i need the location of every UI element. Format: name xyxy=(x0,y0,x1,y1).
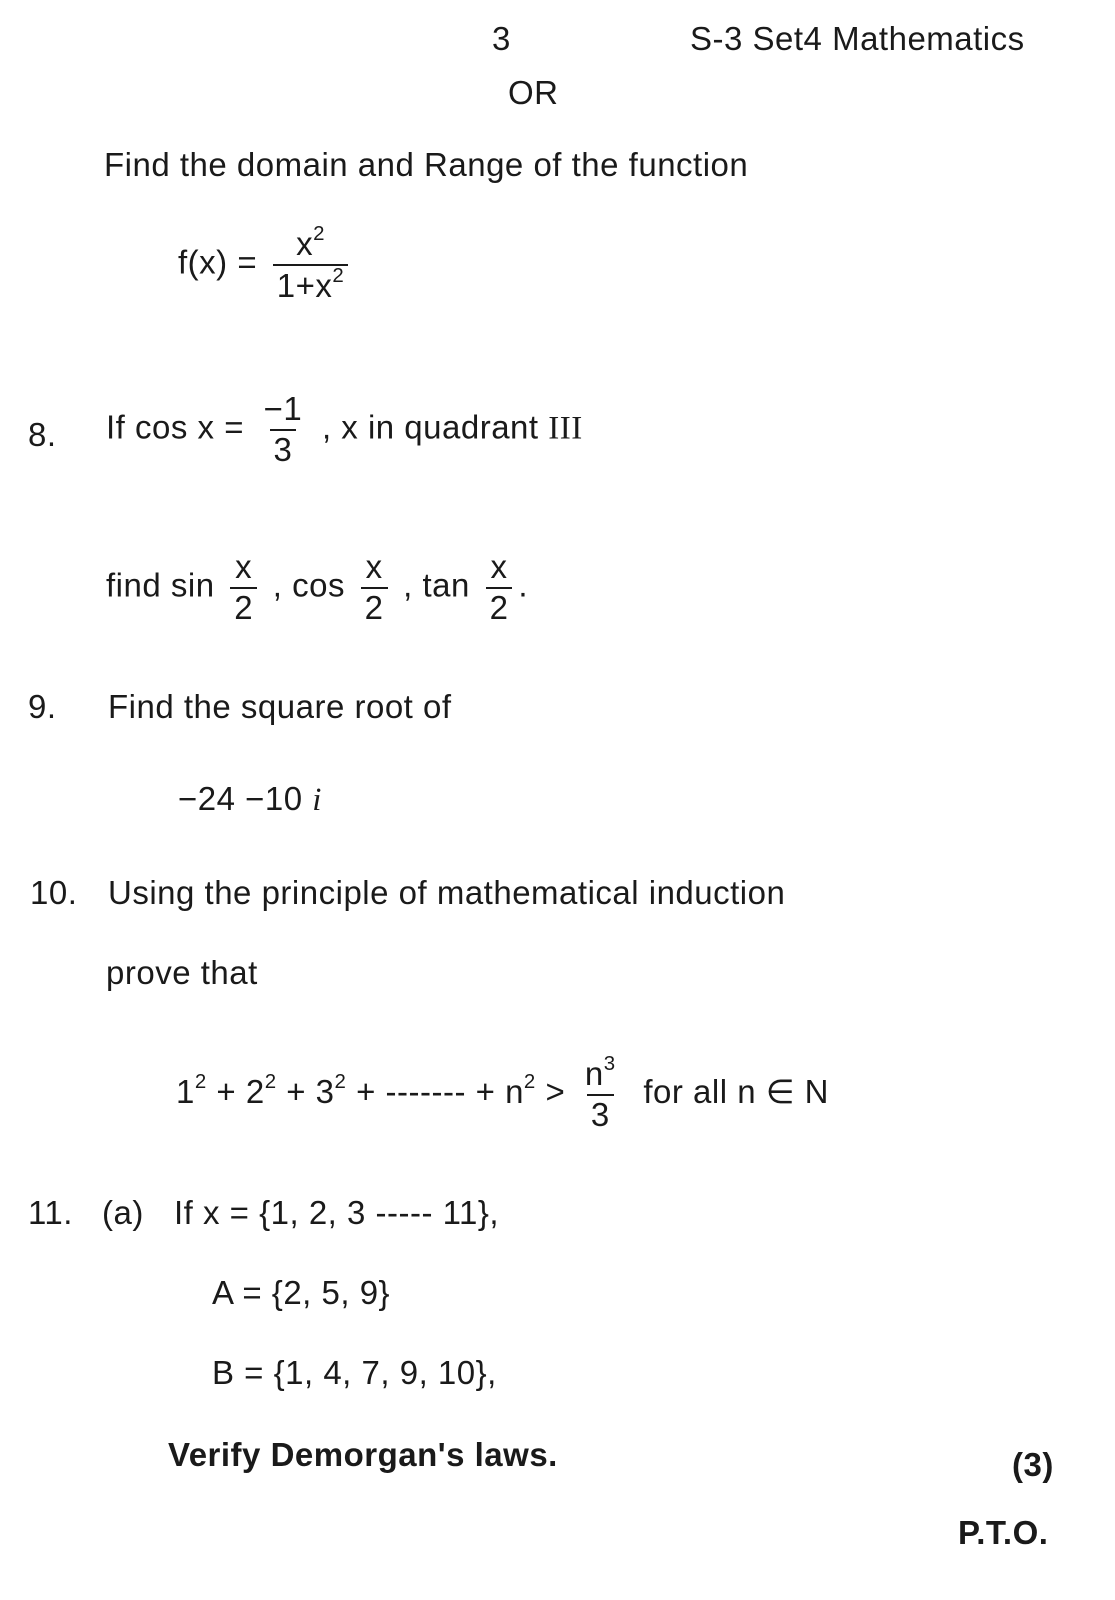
q8-fraction xyxy=(260,392,307,467)
half-den: 2 xyxy=(230,587,257,626)
half-den: 2 xyxy=(486,587,513,626)
frac-num-exp: 3 xyxy=(603,1051,616,1075)
exp: 2 xyxy=(523,1069,536,1093)
q8-find-sin: find sin xyxy=(106,566,215,604)
q8-half-angle-3 xyxy=(486,550,513,625)
half-num: x xyxy=(365,548,383,585)
q11-set-a: A = {2, 5, 9} xyxy=(212,1274,391,1311)
term-3: + 3 xyxy=(276,1072,335,1110)
exp: 2 xyxy=(194,1069,207,1093)
page-number: 3 xyxy=(492,20,511,57)
exp: 2 xyxy=(264,1069,277,1093)
q10-fraction xyxy=(581,1051,620,1133)
q8-tan: , tan xyxy=(403,566,470,604)
fraction-numerator: x xyxy=(296,225,314,262)
q11-set-b: B = {1, 4, 7, 9, 10}, xyxy=(212,1354,497,1391)
q9-number: 9. xyxy=(28,688,57,725)
q11-instruction: Verify Demorgan's laws. xyxy=(168,1436,558,1473)
term-1: 1 xyxy=(176,1072,195,1110)
half-num: x xyxy=(490,548,508,585)
pto-label: P.T.O. xyxy=(958,1514,1049,1551)
exp: 2 xyxy=(334,1069,347,1093)
q11-marks: (3) xyxy=(1012,1446,1054,1483)
q8-line1 xyxy=(106,392,583,467)
q8-line2 xyxy=(106,550,528,625)
numerator-exponent: 2 xyxy=(313,221,325,245)
q11-line1: If x = {1, 2, 3 ----- 11}, xyxy=(174,1194,500,1231)
q8-half-angle-1 xyxy=(230,550,257,625)
frac-num: n xyxy=(584,1055,604,1092)
or-label: OR xyxy=(508,74,559,111)
q8-number: 8. xyxy=(28,416,57,453)
q10-inequality xyxy=(176,1051,829,1133)
greater-than: > xyxy=(535,1072,566,1110)
q7-or-text: Find the domain and Range of the function xyxy=(104,146,749,183)
fraction-denominator: 1+x xyxy=(276,266,333,304)
q8-quadrant-text: , x in quadrant xyxy=(321,408,539,446)
term-2: + 2 xyxy=(206,1072,265,1110)
half-num: x xyxy=(235,548,253,585)
q8-period: . xyxy=(518,566,529,604)
half-den: 2 xyxy=(361,587,388,626)
q11-part: (a) xyxy=(102,1194,144,1231)
q11-number: 11. xyxy=(28,1194,73,1231)
q8-cos: , cos xyxy=(272,566,345,604)
function-fraction xyxy=(273,221,349,304)
q8-fraction-den: 3 xyxy=(270,429,297,468)
denominator-exponent: 2 xyxy=(332,263,345,287)
frac-den: 3 xyxy=(587,1094,614,1133)
q9-expression xyxy=(178,780,322,819)
q9-text: Find the square root of xyxy=(108,688,452,725)
q8-fraction-num: −1 xyxy=(263,390,303,427)
paper-code: S-3 Set4 Mathematics xyxy=(690,20,1025,57)
q9-expr: −24 −10 xyxy=(178,780,303,817)
q8-roman-numeral: III xyxy=(548,410,583,447)
q10-tail: for all n ∈ N xyxy=(643,1072,829,1110)
term-n: + ------- + n xyxy=(346,1072,524,1110)
q8-if-cos: If cos x = xyxy=(106,408,244,446)
function-lhs: f(x) = xyxy=(178,243,258,281)
q8-half-angle-2 xyxy=(361,550,388,625)
q7-or-function xyxy=(178,221,354,304)
q9-imaginary-unit: i xyxy=(312,782,322,818)
q10-text2: prove that xyxy=(106,954,258,991)
q10-text1: Using the principle of mathematical induction xyxy=(108,874,786,911)
q10-number: 10. xyxy=(30,874,78,911)
